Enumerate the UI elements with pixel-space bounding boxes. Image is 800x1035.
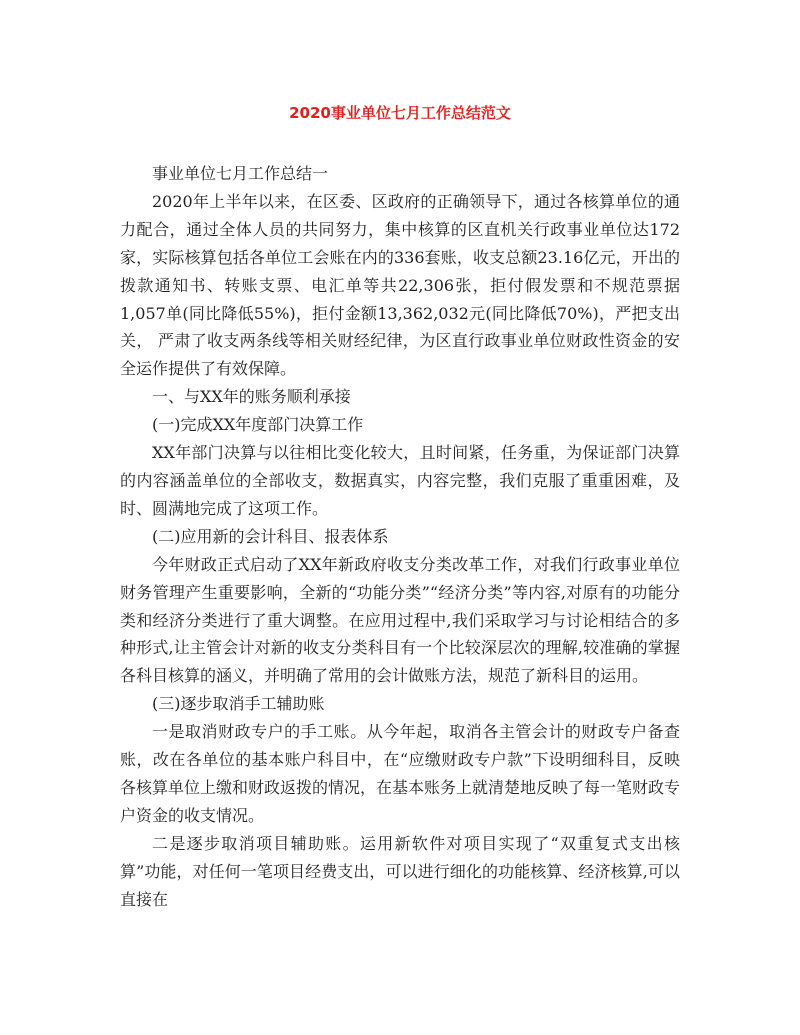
document-title: 2020事业单位七月工作总结范文	[289, 104, 511, 122]
paragraph: XX年部门决算与以往相比变化较大，且时间紧，任务重，为保证部门决算的内容涵盖单位的全部收支，数据真实，内容完整，我们克服了重重困难，及时、圆满地完成了这项工作。	[120, 443, 680, 518]
subsection-heading: (三)逐步取消手工辅助账	[152, 694, 325, 714]
subsection-heading: (二)应用新的会计科目、报表体系	[152, 526, 389, 546]
paragraph: 一是取消财政专户的手工账。从今年起，取消各主管会计的财政专户备查账，改在各单位的基本账户科目中，在“应缴财政专户款”下设明细科目，反映各核算单位上缴和财政返拨的情况，在基本账务上就清楚地反映了每一笔财政专户资金的收支情况。	[120, 722, 681, 825]
subsection-heading: (一)完成XX年度部门决算工作	[152, 415, 364, 435]
paragraph: 今年财政正式启动了XX年新政府收支分类改革工作，对我们行政事业单位财务管理产生重要影响，全新的“功能分类”“经济分类”等内容,对原有的功能分类和经济分类进行了重大调整。在应用过程中,我们采取学习与讨论相结合的多种形式,让主管会计对新的收支分类科目有一个比较深层次的理解,较准确的掌握各科目核算的涵义，并明确了常用的会计做账方法，规范了新科目的运用。	[120, 554, 680, 686]
section-heading: 事业单位七月工作总结一	[152, 164, 329, 183]
document-body	[120, 160, 680, 913]
paragraph: 2020年上半年以来，在区委、区政府的正确领导下，通过各核算单位的通力配合，通过全体人员的共同努力，集中核算的区直机关行政事业单位达172家，实际核算包括各单位工会账在内的336套账，收支总额23.16亿元，开出的拨款通知书、转账支票、电汇单等共22,306张，拒付假发票和不规范票据1,057单(同比降低55%)，拒付金额13,362,032元(同比降低70%)，严把支出关， 严肃了收支两条线等相关财经纪律，为区直行政事业单位财政性资金的安全运作提供了有效保障。	[120, 191, 680, 379]
paragraph: 二是逐步取消项目辅助账。运用新软件对项目实现了“双重复式支出核算”功能，对任何一笔项目经费支出，可以进行细化的功能核算、经济核算,可以直接在	[120, 833, 680, 909]
section-heading: 一、与XX年的账务顺利承接	[152, 387, 351, 407]
